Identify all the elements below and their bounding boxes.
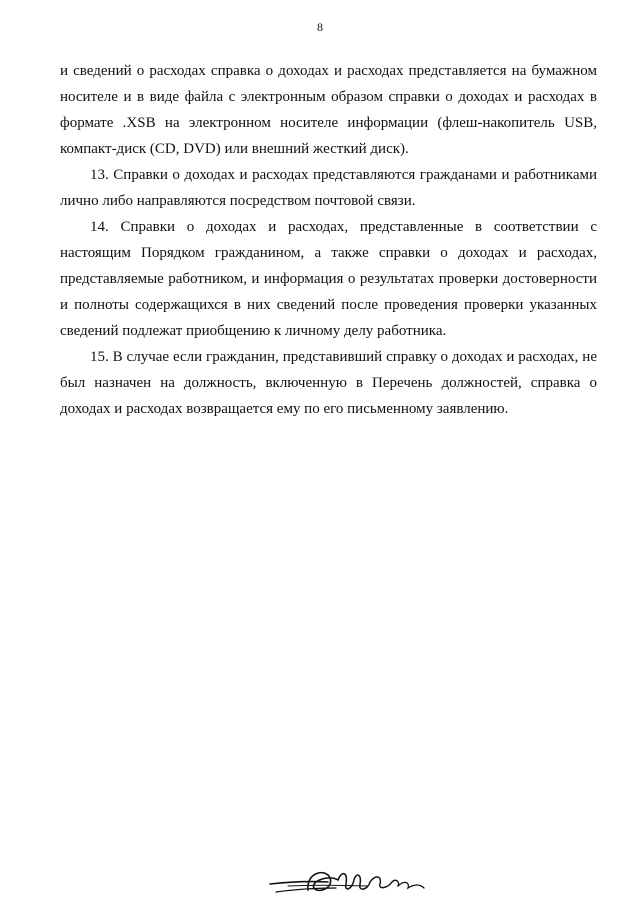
paragraph-13: 13. Справки о доходах и расходах представляются гражданами и работниками лично либо направляются посредством почтовой связи. [60, 167, 597, 209]
paragraph-15: 15. В случае если гражданин, представивший справку о доходах и расходах, не был назначен на должность, включенную в Перечень должностей, справка о доходах и расходах возвращается ему по его письменному заявлению. [60, 349, 597, 417]
handwritten-signature [268, 862, 428, 902]
paragraph-14: 14. Справки о доходах и расходах, представленные в соответствии с настоящим Порядком гражданином, а также справки о доходах и расходах, представляемые работником, и информация о результатах проверки достоверности и полноты содержащихся в них сведений после проведения проверки указанных сведений подлежат приобщению к личному делу работника. [60, 219, 597, 339]
paragraph-continued: и сведений о расходах справка о доходах и расходах представляется на бумажном носителе и в виде файла с электронным образом справки о доходах и расходах в формате .XSB на электронном носителе информации (флеш-накопитель USB, компакт-диск (CD, DVD) или внешний жесткий диск). [60, 63, 597, 157]
page-number: 8 [317, 20, 323, 34]
body-text [60, 58, 597, 422]
